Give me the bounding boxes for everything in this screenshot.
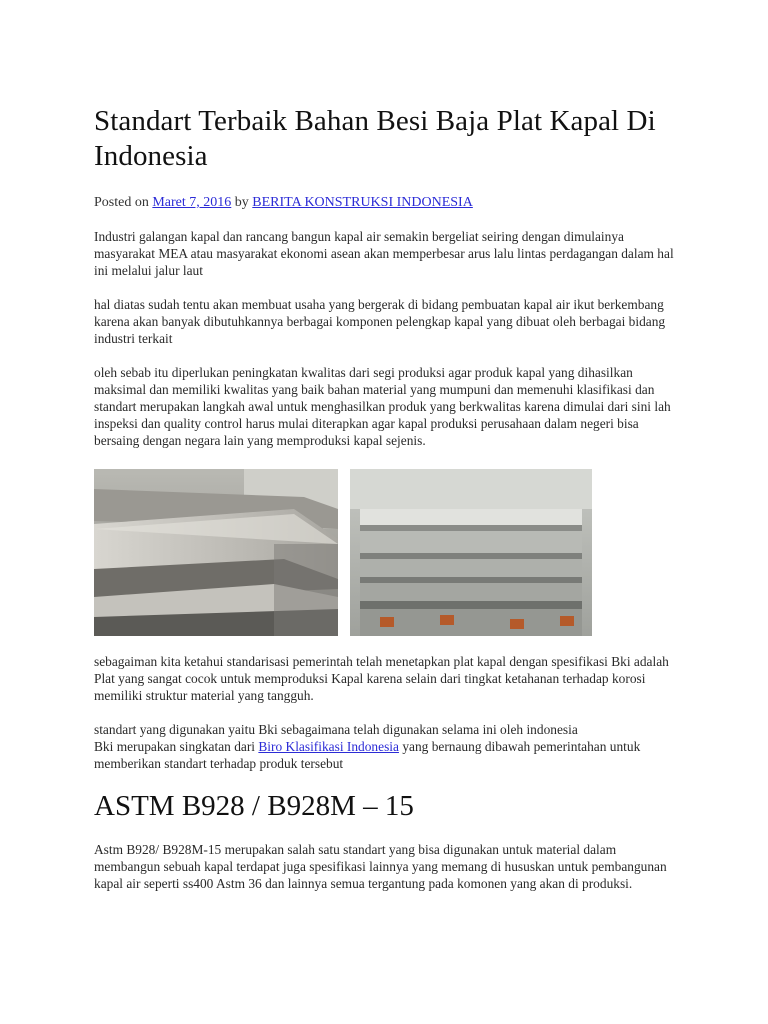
paragraph-5-line-1: standart yang digunakan yaitu Bki sebagaimana telah digunakan selama ini oleh indonesia — [94, 722, 578, 737]
paragraph-5-suffix: yang bernaung dibawah pemerintahan untuk memberikan standart terhadap produk tersebut — [94, 739, 641, 771]
paragraph-1: Industri galangan kapal dan rancang bangun kapal air semakin bergeliat seiring dengan dimulainya masyarakat MEA atau masyarakat ekonomi asean akan memperbesar arus lalu lintas perdagangan dalam hal ini melalui jalur laut — [94, 229, 674, 278]
paragraph-4: sebagaiman kita ketahui standarisasi pemerintah telah menetapkan plat kapal dengan spesifikasi Bki adalah Plat yang sangat cocok untuk memproduksi Kapal karena selain dari tingkat ketahanan terhadap korosi memiliki struktur material yang tangguh. — [94, 654, 669, 703]
section-heading: ASTM B928 / B928M – 15 — [94, 790, 414, 822]
steel-plates-photo-1 — [94, 469, 338, 636]
paragraph-6: Astm B928/ B928M-15 merupakan salah satu standart yang bisa digunakan untuk material dalam membangun sebuah kapal terdapat juga spesifikasi lainnya yang memang di hususkan untuk pembangunan kapal air seperti ss400 Astm 36 dan lainnya semua tergantung pada komonen yang akan di produksi. — [94, 842, 667, 891]
post-meta — [94, 194, 684, 212]
post-date-link[interactable]: Maret 7, 2016 — [152, 195, 232, 210]
paragraph-5 — [94, 721, 684, 772]
article — [94, 104, 684, 909]
steel-plates-photo-2 — [350, 469, 592, 636]
posted-on-label: Posted on — [94, 195, 149, 210]
post-title: Standart Terbaik Bahan Besi Baja Plat Kapal Di Indonesia — [94, 105, 656, 172]
bki-link[interactable]: Biro Klasifikasi Indonesia — [258, 739, 399, 754]
paragraph-2: hal diatas sudah tentu akan membuat usaha yang bergerak di bidang pembuatan kapal air ikut berkembang karena akan banyak dibutuhkannya berbagai komponen pelengkap kapal yang dibuat oleh berbagai bidang industri terkait — [94, 297, 666, 346]
by-label: by — [234, 195, 249, 210]
image-row — [94, 469, 684, 636]
paragraph-3: oleh sebab itu diperlukan peningkatan kwalitas dari segi produksi agar produk kapal yang dihasilkan maksimal dan memiliki kwalitas yang baik bahan material yang mumpuni dan memenuhi klasifikasi dan standart merupakan langkah awal untuk menghasilkan produk yang berkwalitas karena dimulai dari sini lah inspeksi dan quality control harus mulai diterapkan agar kapal produksi perusahaan dalam negeri bisa bersaing dengan negara lain yang memproduksi kapal sejenis. — [94, 365, 671, 448]
paragraph-5-prefix: Bki merupakan singkatan dari — [94, 739, 256, 754]
author-link[interactable]: BERITA KONSTRUKSI INDONESIA — [252, 195, 473, 210]
